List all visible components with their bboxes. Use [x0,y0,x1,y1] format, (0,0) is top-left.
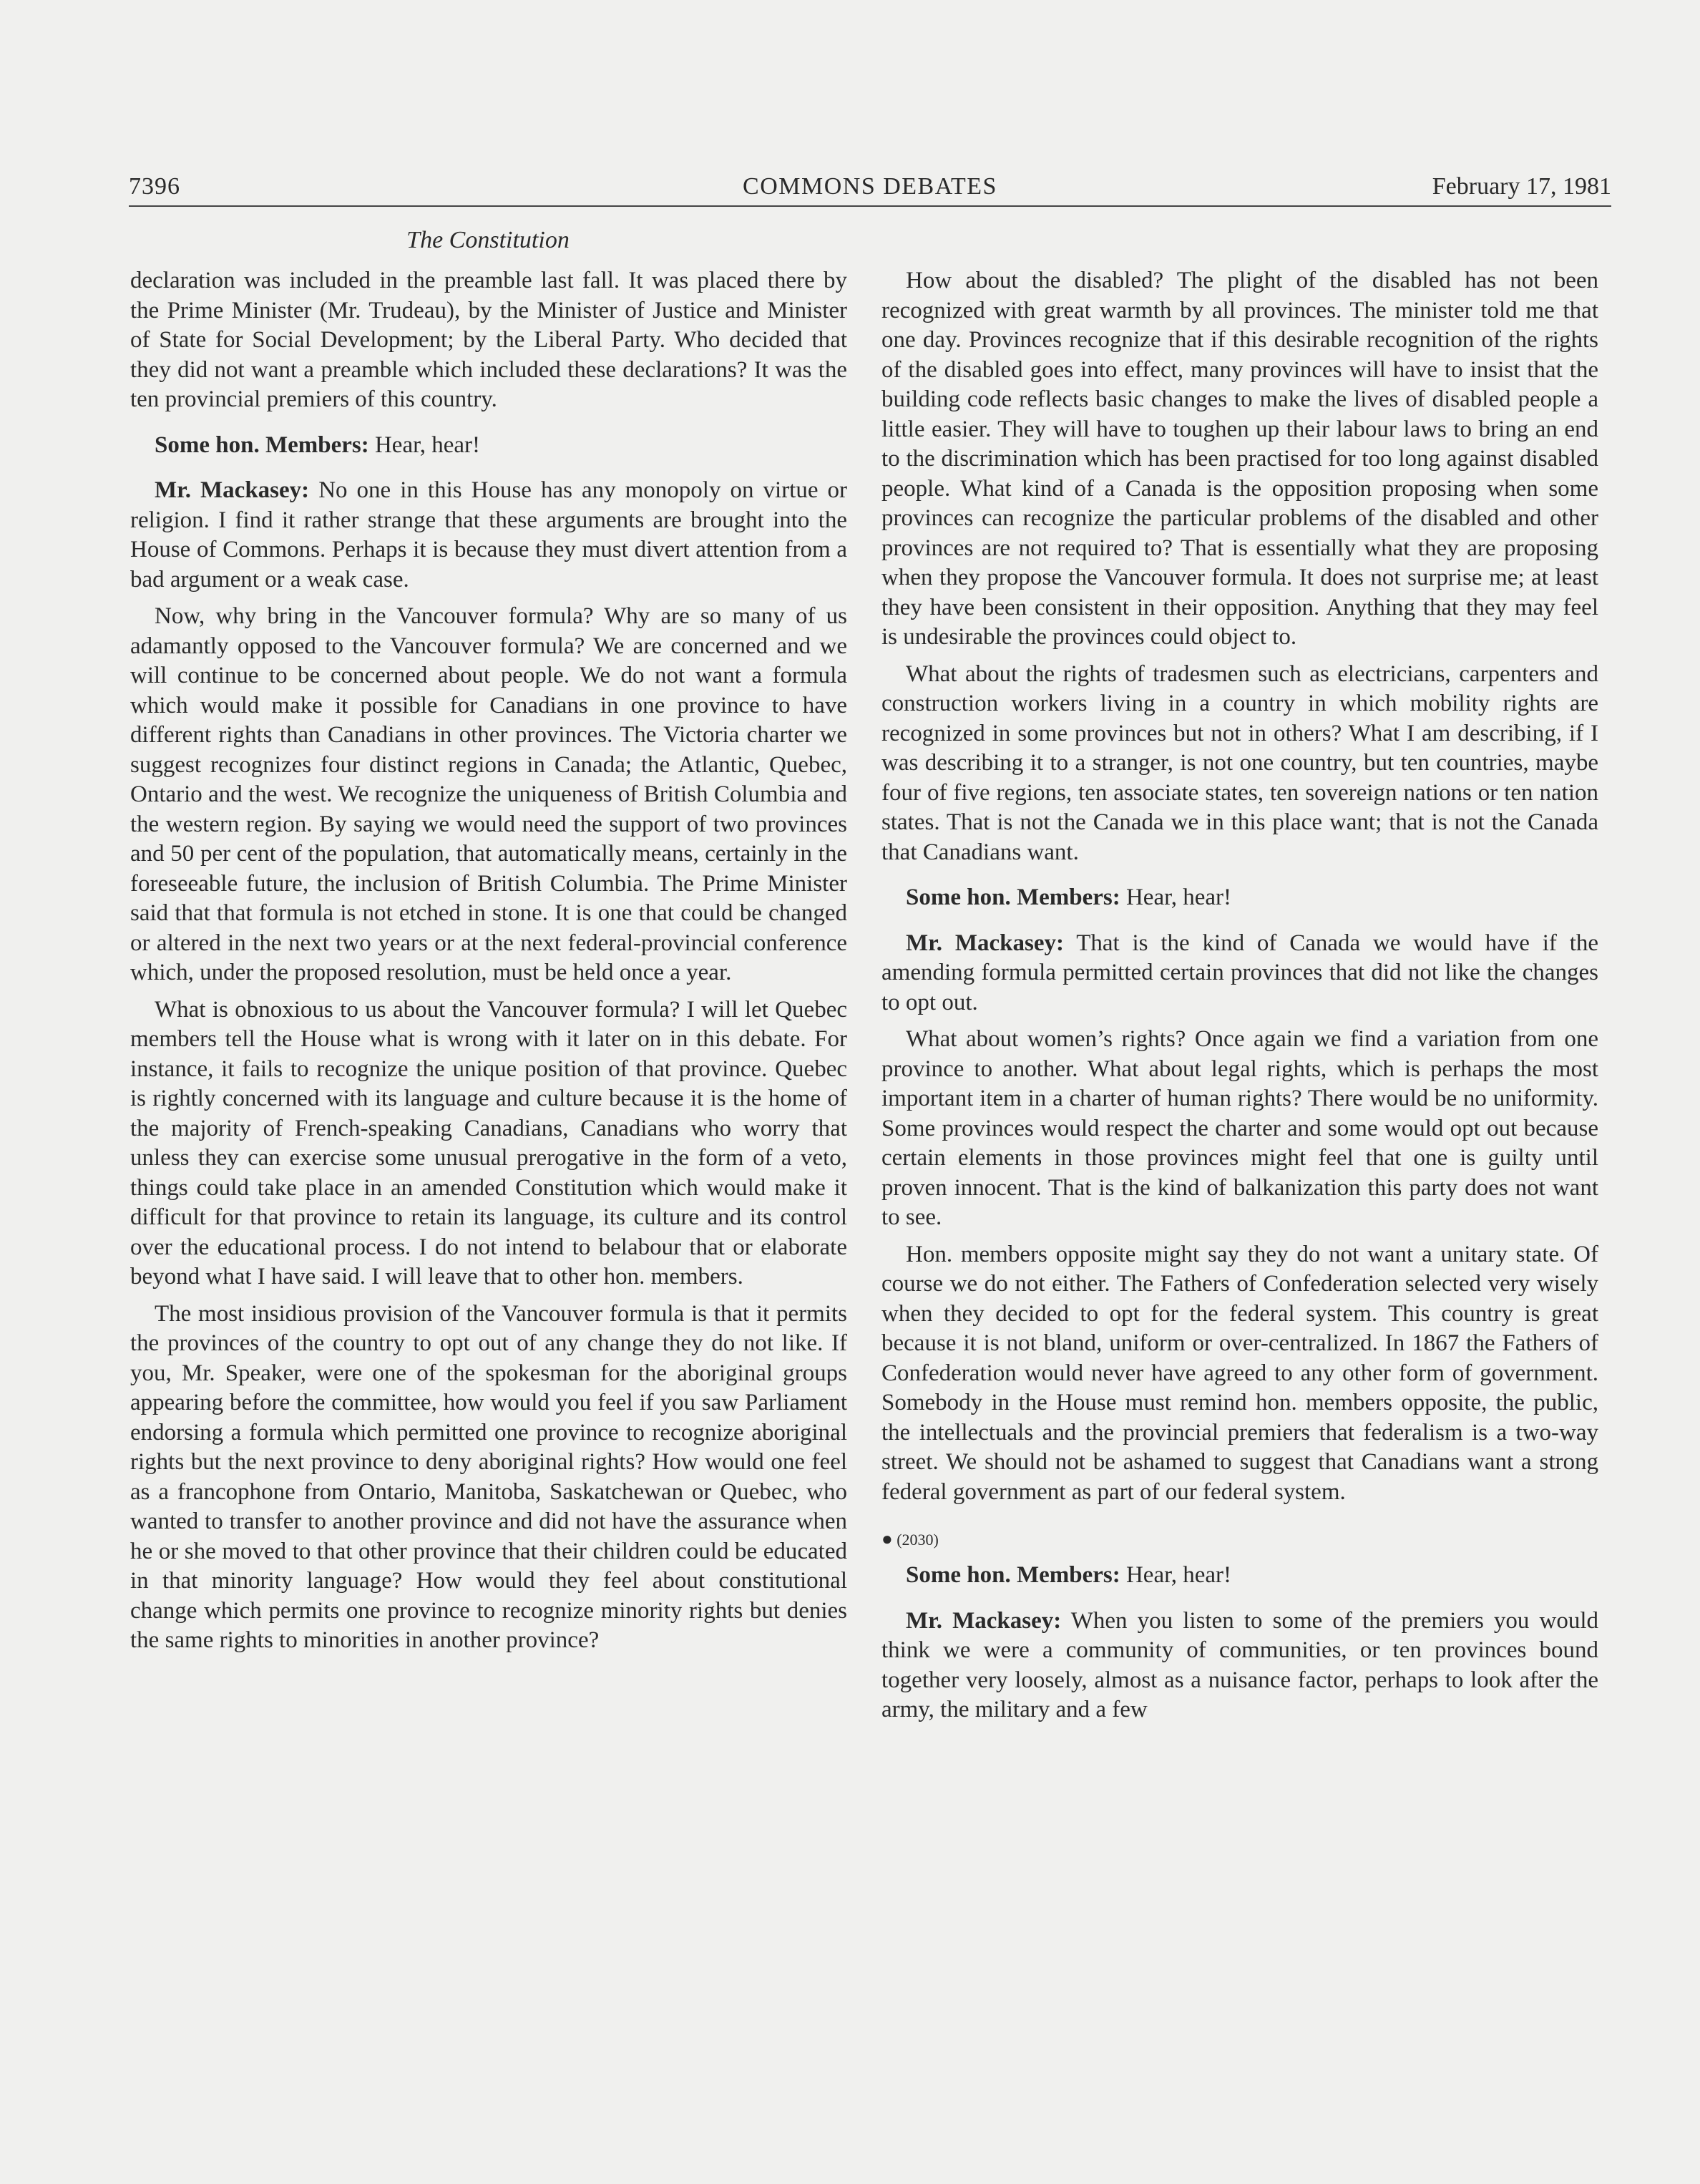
interjection-text: Hear, hear! [1125,884,1232,910]
interjection [130,431,847,461]
timestamp-text: (2030) [897,1531,939,1549]
speaker-name: Some hon. Members: [155,432,369,458]
speaker-name: Mr. Mackasey: [155,477,310,503]
page-header [129,169,1611,205]
paragraph: declaration was included in the preamble last fall. It was placed there by the Prime Minister (Mr. Trudeau), by the Minister of Justice and Minister of State for Social Development; by the Liberal Party. Who decided that they did not want a preamble which included these declarations? It was the ten provincial premiers of this country. [130,268,847,412]
right-column [881,266,1598,1725]
interjection-text: Hear, hear! [1125,1562,1232,1588]
paragraph: The most insidious provision of the Vancouver formula is that it permits the provinces of the country to opt out of any change they do not like. If you, Mr. Speaker, were one of the spokesman for the aboriginal groups appearing before the committee, how would you feel if you saw Parliament endorsing a formula which permitted one province to recognize aboriginal rights but the next province to deny aboriginal rights? How would one feel as a francophone from Ontario, Manitoba, Saskatchewan or Quebec, who wanted to transfer to another province and did not have the assurance when he or she moved to that other province that their children could be educated in that minority language? How would they feel about constitutional change which permits one province to recognize minority rights but denies the same rights to minorities in another province? [130,1300,847,1653]
publication-title: COMMONS DEBATES [743,173,997,200]
interjection-text: Hear, hear! [374,432,481,458]
paragraph: Now, why bring in the Vancouver formula? Why are so many of us adamantly opposed to the Vancouver formula? We are concerned and we will continue to be concerned about people. We do not want a formula which would make it possible for Canadians in one province to have different rights than Canadians in other provinces. The Victoria charter we suggest recognizes four distinct regions in Canada; the Atlantic, Quebec, Ontario and the west. We recognize the uniqueness of British Columbia and the western region. By saying we would need the support of two provinces and 50 per cent of the population, that automatically means, certainly in the foreseeable future, the inclusion of British Columbia. The Prime Minister said that that formula is not etched in stone. It is one that could be changed or altered in the next two years or at the next federal-provincial conference which, under the proposed resolution, must be held once a year. [130,603,847,985]
paragraph: What about the rights of tradesmen such as electricians, carpenters and construction workers living in a country in which mobility rights are recognized in some provinces but not in others? What I am describing, if I was describing it to a stranger, is not one country, but ten countries, maybe four of five regions, ten associate states, ten sovereign nations or ten nation states. That is not the Canada we in this place want; that is not the Canada that Canadians want. [881,660,1598,865]
interjection [881,1561,1598,1591]
speaker-name: Mr. Mackasey: [906,1607,1062,1634]
paragraph: How about the disabled? The plight of the disabled has not been recognized with great warmth by all provinces. The minister told me that one day. Provinces recognize that if this desirable recognition of the rights of the disabled goes into effect, many provinces will have to insist that the building code reflects basic changes to make the lives of disabled people a little easier. They will have to toughen up their labour laws to bring an end to the discrimination which has been practised for too long against disabled people. What kind of a Canada is the opposition proposing when some provinces can recognize the particular problems of the disabled and other provinces are not required to? That is essentially what they are proposing when they propose the Vancouver formula. It does not surprise me; at least they have been consistent in their opposition. Anything that they may feel is undesirable the provinces could object to. [881,268,1598,650]
speech-paragraph [881,1607,1598,1725]
speech-text: No one in this House has any monopoly on virtue or religion. I find it rather strange that these arguments are brought into the House of Commons. Perhaps it is because they must divert attention from a bad argument or a weak case. [130,477,848,593]
paragraph: What is obnoxious to us about the Vancouver formula? I will let Quebec members tell the House what is wrong with it later on in this debate. For instance, it fails to recognize the unique position of that province. Quebec is rightly concerned with its language and culture because it is the home of the majority of French-speaking Canadians, Canadians who worry that unless they can exercise some unusual prerogative in the form of a veto, things could take place in an amended Constitution which would make it difficult for that province to retain its language, its culture and its control over the educational process. I do not intend to belabour that or elaborate beyond what I have said. I will leave that to other hon. members. [130,996,847,1290]
paragraph: What about women’s rights? Once again we find a variation from one province to another. What about legal rights, which is perhaps the most important item in a charter of human rights? There would be no uniformity. Some provinces would respect the charter and some would opt out because certain elements in those provinces might feel that one is guilty until proven innocent. That is the kind of balkanization this party does not want to see. [881,1026,1598,1230]
header-rule [129,205,1611,207]
speaker-name: Some hon. Members: [906,884,1120,910]
page-number: 7396 [129,173,180,200]
page-date: February 17, 1981 [1432,173,1611,200]
speaker-name: Mr. Mackasey: [906,930,1064,956]
speech-paragraph [881,929,1598,1018]
left-column [130,266,847,1656]
interjection [881,883,1598,913]
speech-paragraph [130,476,847,595]
section-title: The Constitution [406,227,570,253]
speaker-name: Some hon. Members: [906,1562,1120,1588]
speech-text: That is the kind of Canada we would have if the amending formula permitted certain provinces that did not like the changes to opt out. [881,930,1599,1015]
bullet-icon: ● [881,1529,893,1549]
timestamp [881,1529,1598,1551]
paragraph: Hon. members opposite might say they do not want a unitary state. Of course we do not either. The Fathers of Confederation selected very wisely when they decided to opt for the federal system. This country is great because it is not bland, uniform or over-centralized. In 1867 the Fathers of Confederation would never have agreed to any other form of government. Somebody in the House must remind hon. members opposite, the public, the intellectuals and the provincial premiers that federalism is a two-way street. We should not be ashamed to suggest that Canadians want a strong federal government as part of our federal system. [881,1241,1598,1505]
speech-text: When you listen to some of the premiers you would think we were a community of communities, or ten provinces bound together very loosely, almost as a nuisance factor, perhaps to look after the army, the military and a few [881,1607,1599,1722]
